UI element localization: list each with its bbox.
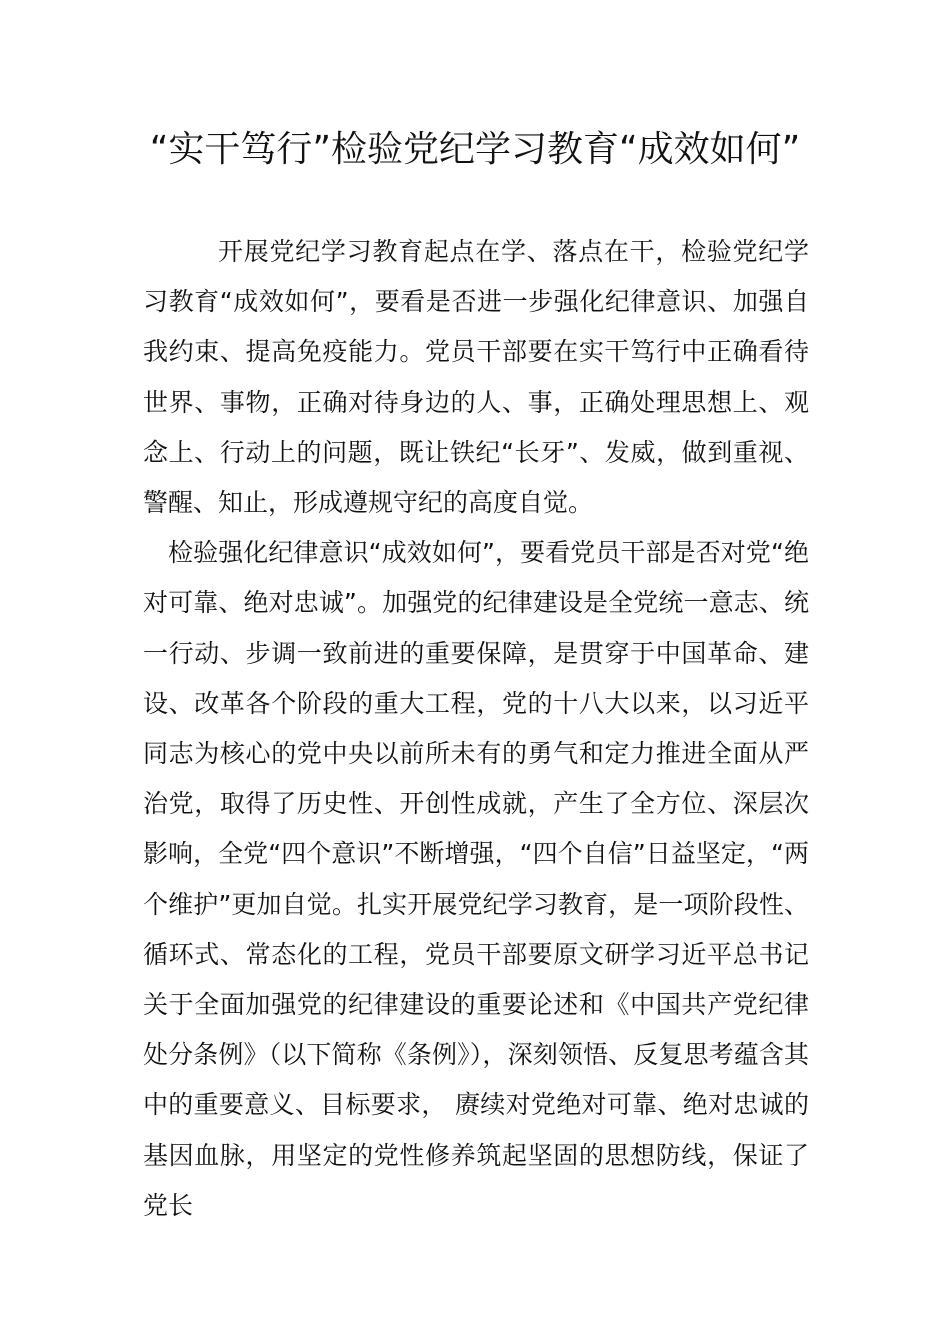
paragraph-1: 开展党纪学习教育起点在学、落点在干，检验党纪学习教育“成效如何”，要看是否进一步强化纪律意识、加强自我约束、提高免疫能力。党员干部要在实干笃行中正确看待世界、事物，正确对待身边的人、事，正确处理思想上、观念上、行动上的问题，既让铁纪“长牙”、发威，做到重视、警醒、知止，形成遵规守纪的高度自觉。: [143, 237, 809, 518]
document-title: “实干笃行”检验党纪学习教育“成效如何”: [149, 129, 801, 170]
paragraph-2: 检验强化纪律意识“成效如何”，要看党员干部是否对党“绝对可靠、绝对忠诚”。加强党的纪律建设是全党统一意志、统一行动、步调一致前进的重要保障，是贯穿于中国革命、建设、改革各个阶段的重大工程，党的十八大以来，以习近平同志为核心的党中央以前所未有的勇气和定力推进全面从严治党，取得了历史性、开创性成就，产生了全方位、深层次影响，全党“四个意识”不断增强，“四个自信”日益坚定，“两个维护”更加自觉。扎实开展党纪学习教育，是一项阶段性、循环式、常态化的工程，党员干部要原文研学习近平总书记关于全面加强党的纪律建设的重要论述和《中国共产党纪律处分条例》（以下简称《条例》），深刻领悟、反复思考蕴含其中的重要意义、目标要求， 赓续对党绝对可靠、绝对忠诚的基因血脉，用坚定的党性修养筑起坚固的思想防线，保证了党长: [143, 538, 809, 1220]
document-body: [143, 227, 809, 1231]
